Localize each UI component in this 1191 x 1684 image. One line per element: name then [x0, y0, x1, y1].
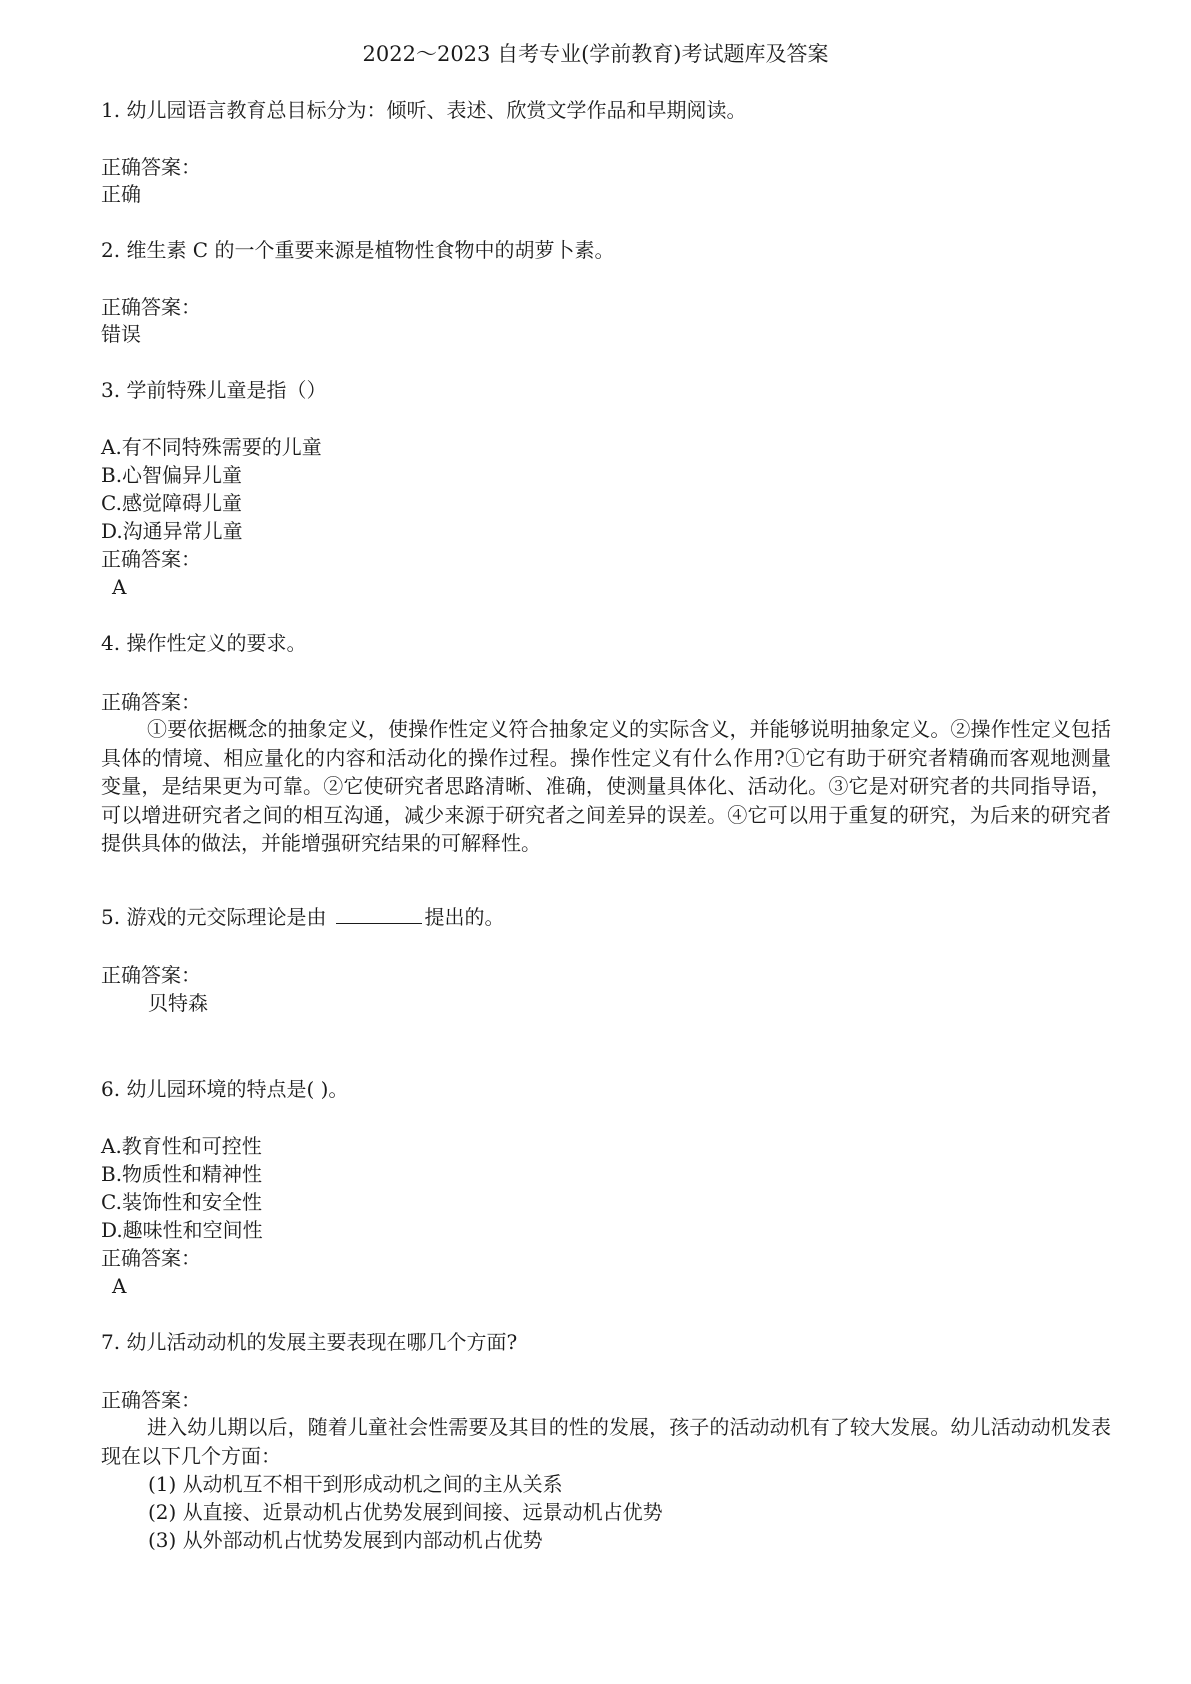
answer-1: 正确 [101, 182, 141, 206]
answer-5: 贝特森 [148, 991, 208, 1015]
answer-label: 正确答案： [101, 690, 201, 714]
document-title: 2022～2023 自考专业(学前教育)考试题库及答案 [362, 42, 829, 66]
option-a: A.教育性和可控性 [101, 1134, 262, 1158]
answer-label: 正确答案： [101, 1388, 201, 1412]
option-c: C.感觉障碍儿童 [101, 491, 242, 515]
question-5-text-after: 提出的。 [424, 905, 505, 929]
option-a: A.有不同特殊需要的儿童 [101, 435, 322, 459]
answer-4: ①要依据概念的抽象定义，使操作性定义符合抽象定义的实际含义，并能够说明抽象定义。②操作性定义包括具体的情境、相应量化的内容和活动化的操作过程。操作性定义有什么作用?①它有助于研究者精确而客观地测量变量，是结果更为可靠。②它使研究者思路清晰、准确，使测量具体化、活动化。③它是对研究者的共同指导语，可以增进研究者之间的相互沟通，减少来源于研究者之间差异的误差。④它可以用于重复的研究，为后来的研究者提供具体的做法，并能增强研究结果的可解释性。 [101, 717, 1111, 855]
answer-label: 正确答案： [101, 155, 201, 179]
question-4: 4. 操作性定义的要求。 [101, 631, 307, 655]
question-5 [101, 903, 504, 932]
answer-2: 错误 [101, 322, 141, 346]
fill-in-blank [336, 905, 422, 924]
answer-label: 正确答案： [101, 547, 201, 571]
question-6: 6. 幼儿园环境的特点是( )。 [101, 1077, 349, 1101]
question-7: 7. 幼儿活动动机的发展主要表现在哪几个方面? [101, 1330, 518, 1354]
option-b: B.心智偏异儿童 [101, 463, 243, 487]
answer-label: 正确答案： [101, 963, 201, 987]
question-5-text-before: 5. 游戏的元交际理论是由 [101, 905, 327, 929]
answer-label: 正确答案： [101, 1246, 201, 1270]
question-1: 1. 幼儿园语言教育总目标分为：倾听、表述、欣赏文学作品和早期阅读。 [101, 98, 747, 122]
answer-7-point-1: (1) 从动机互不相干到形成动机之间的主从关系 [148, 1472, 563, 1496]
answer-label: 正确答案： [101, 295, 201, 319]
answer-7-point-2: (2) 从直接、近景动机占优势发展到间接、远景动机占优势 [148, 1500, 663, 1524]
answer-7-point-3: (3) 从外部动机占忧势发展到内部动机占优势 [148, 1528, 543, 1552]
option-d: D.沟通异常儿童 [101, 519, 243, 543]
answer-6: A [112, 1274, 127, 1298]
answer-7-intro: 进入幼儿期以后，随着儿童社会性需要及其目的性的发展，孩子的活动动机有了较大发展。幼儿活动动机发表现在以下几个方面： [101, 1415, 1111, 1468]
question-2: 2. 维生素 C 的一个重要来源是植物性食物中的胡萝卜素。 [101, 238, 615, 262]
option-d: D.趣味性和空间性 [101, 1218, 263, 1242]
option-c: C.装饰性和安全性 [101, 1190, 262, 1214]
option-b: B.物质性和精神性 [101, 1162, 263, 1186]
answer-3: A [112, 575, 127, 599]
question-3: 3. 学前特殊儿童是指（） [101, 378, 327, 402]
